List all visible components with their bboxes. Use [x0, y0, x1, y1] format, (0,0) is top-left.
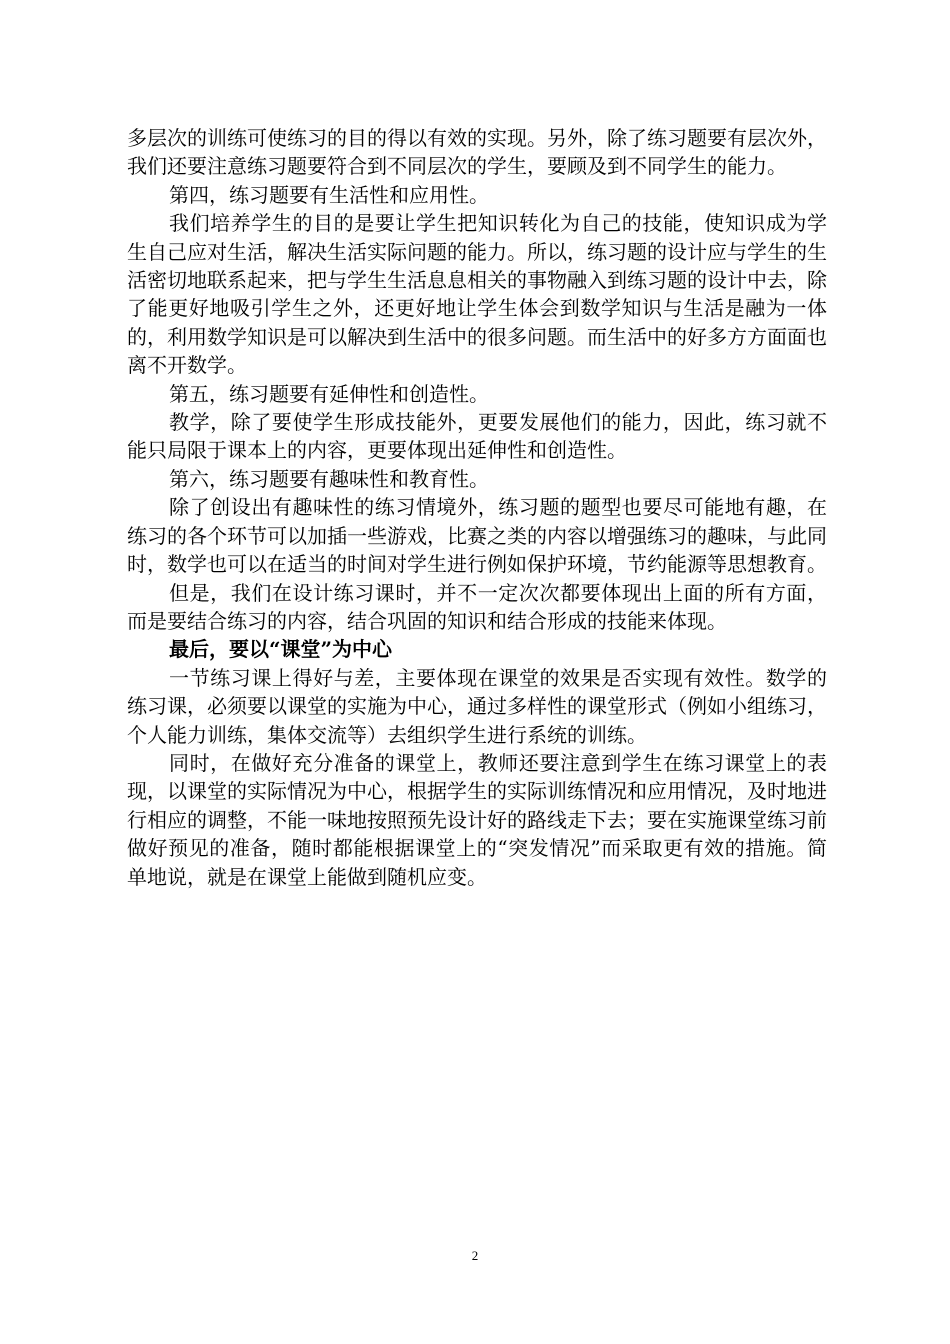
page-number: 2	[471, 1248, 479, 1263]
paragraph-classroom-effect: 一节练习课上得好与差，主要体现在课堂的效果是否实现有效性。数学的练习课，必须要以课堂的实施为中心，通过多样性的课堂形式（例如小组练习，个人能力训练，集体交流等）去组织学生进行系统的训练。	[127, 665, 827, 747]
paragraph-however: 但是，我们在设计练习课时，并不一定次次都要体现出上面的所有方面，而是要结合练习的内容，结合巩固的知识和结合形成的技能来体现。	[127, 580, 827, 633]
page-body	[127, 124, 827, 891]
paragraph-continuation: 多层次的训练可使练习的目的得以有效的实现。另外，除了练习题要有层次外，我们还要注意练习题要符合到不同层次的学生，要顾及到不同学生的能力。	[127, 126, 827, 179]
paragraph-interest-education: 除了创设出有趣味性的练习情境外，练习题的题型也要尽可能地有趣，在练习的各个环节可以加插一些游戏，比赛之类的内容以增强练习的趣味，与此同时，数学也可以在适当的时间对学生进行例如保护环境，节约能源等思想教育。	[127, 495, 827, 577]
section-heading-sixth: 第六，练习题要有趣味性和教育性。	[169, 466, 489, 491]
section-heading-fourth: 第四，练习题要有生活性和应用性。	[169, 182, 489, 207]
paragraph-life-application: 我们培养学生的目的是要让学生把知识转化为自己的技能，使知识成为学生自己应对生活，解决生活实际问题的能力。所以，练习题的设计应与学生的生活密切地联系起来，把与学生生活息息相关的事物融入到练习题的设计中去，除了能更好地吸引学生之外，还更好地让学生体会到数学知识与生活是融为一体的，利用数学知识是可以解决到生活中的很多问题。而生活中的好多方方面面也离不开数学。	[127, 211, 827, 378]
section-heading-finally: 最后，要以“课堂”为中心	[169, 637, 393, 662]
paragraph-adjustment: 同时，在做好充分准备的课堂上，教师还要注意到学生在练习课堂上的表现，以课堂的实际情况为中心，根据学生的实际训练情况和应用情况，及时地进行相应的调整，不能一味地按照预先设计好的路线走下去；要在实施课堂练习前做好预见的准备，随时都能根据课堂上的“突发情况”而采取更有效的措施。简单地说，就是在课堂上能做到随机应变。	[127, 750, 827, 889]
paragraph-extension-creativity: 教学，除了要使学生形成技能外，更要发展他们的能力，因此，练习就不能只局限于课本上的内容，更要体现出延伸性和创造性。	[127, 410, 827, 463]
section-heading-fifth: 第五，练习题要有延伸性和创造性。	[169, 381, 489, 406]
